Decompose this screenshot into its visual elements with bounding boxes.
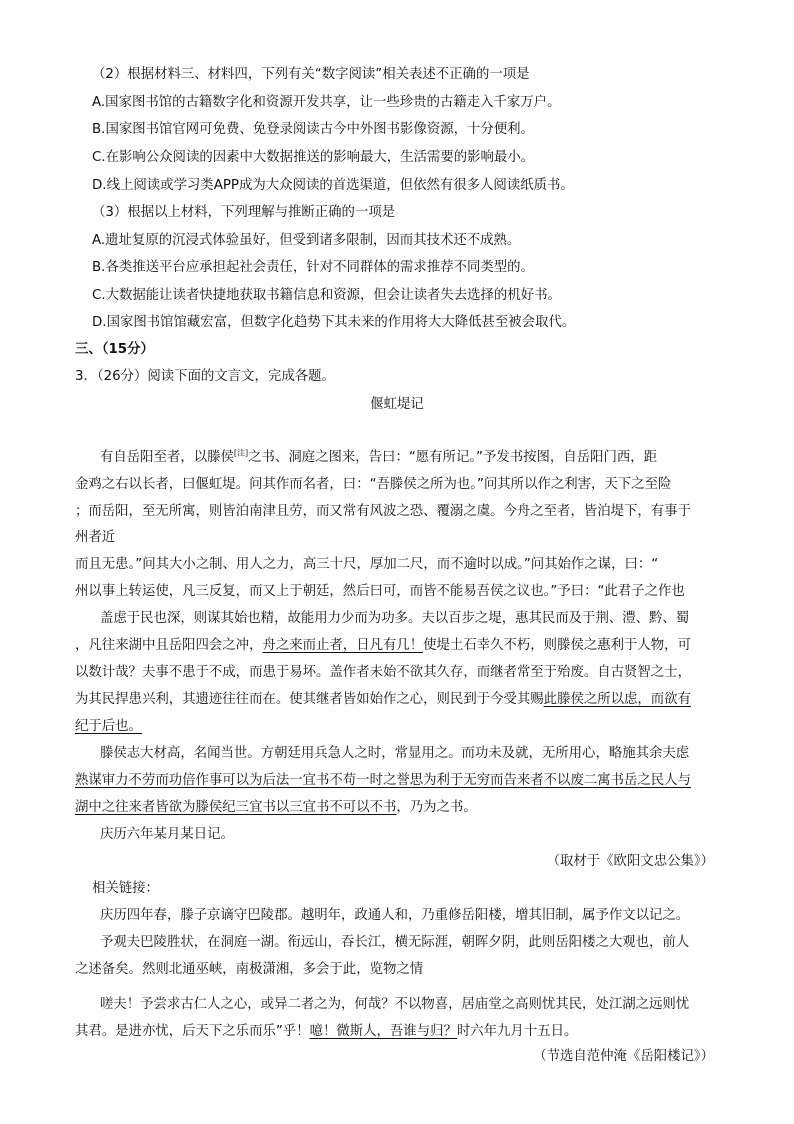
q2-option-c: C.在影响公众阅读的因素中大数据推送的影响最大，生活需要的影响最小。 (92, 150, 535, 165)
essay-p1-line: 州以事上转运使，凡三反复，而又上于朝廷，然后曰可，而皆不能易吾侯之议也。”予曰：“此君子之作也 (75, 584, 685, 599)
section-heading: 三、（15分） (75, 342, 154, 357)
essay-p1-line: 金鸡之右以长者，曰偃虹堤。问其作而名者，曰：“吾滕侯之所为也。”问其所以作之利害，天下之至险 (75, 477, 672, 492)
essay-p2-line: 以数计哉？夫事不患于不成，而患于易坏。盖作者未始不欲其久存，而继者常至于殆废。自古贤智之士， (75, 665, 691, 680)
underlined-sentence: 噫！微斯人，吾谁与归？ (309, 1024, 457, 1039)
essay-source: （取材于《欧阳文忠公集》） (546, 854, 714, 869)
essay-p2-line (75, 718, 142, 736)
underlined-sentence: 纪于后也。 (75, 719, 142, 734)
question-3-stem: 3．（26分）阅读下面的文言文，完成各题。 (75, 369, 335, 384)
q3-option-a: A.遗址复原的沉浸式体验虽好，但受到诸多限制，因而其技术还不成熟。 (92, 233, 521, 248)
essay-p1-line: 有自岳阳至者，以滕侯[注]之书、洞庭之图来，告曰：“愿有所记。”予发书按图，自岳阳门西，距 (100, 448, 658, 465)
essay-p3-line: 滕侯志大材高，名闻当世。方朝廷用兵急人之时，常显用之。而功未及就，无所用心，略施其余夫虑 (100, 746, 690, 761)
related-p3-line: 其君。是进亦忧，后天下之乐而乐”乎！噫！微斯人，吾谁与归？时六年九月十五日。 (75, 1024, 578, 1039)
q3-option-d: D.国家图书馆馆藏宏富，但数字化趋势下其未来的作用将大大降低甚至被会取代。 (92, 315, 576, 330)
underlined-sentence: 此滕侯之所以虑，而欲有 (543, 692, 691, 707)
related-p2-line: 予观夫巴陵胜状，在洞庭一湖。衔远山，吞长江，横无际涯，朝晖夕阴，此则岳阳楼之大观也，前人 (100, 935, 690, 950)
punctuation-exercise: 熟谋审力不劳而功倍作事可以为后法一宜书不苟一时之誉思为利于无穷而告来者不以废二寓书岳之民人与 (75, 773, 691, 788)
essay-p3-line (75, 772, 691, 790)
essay-p3-line: 湖中之往来者皆欲为滕侯纪三宜书以三宜书不可以不书，乃为之书。 (75, 800, 477, 815)
essay-date: 庆历六年某月某日记。 (100, 827, 234, 842)
punctuation-exercise: 湖中之往来者皆欲为滕侯纪三宜书以三宜书不可以不书 (75, 800, 397, 815)
q3-option-c: C.大数据能让读者快捷地获取书籍信息和资源，但会让读者失去选择的机好书。 (92, 288, 561, 303)
q3-stem: （3）根据以上材料，下列理解与推断正确的一项是 (92, 205, 396, 220)
related-p1: 庆历四年春，滕子京谪守巴陵郡。越明年，政通人和，乃重修岳阳楼，增其旧制，属予作文以记之。 (100, 908, 690, 923)
essay-p2-line: 盖虑于民也深，则谋其始也精，故能用力少而为功多。夫以百步之堤，惠其民而及于荆、澧、黔、蜀 (100, 611, 690, 626)
q2-option-b: B.国家图书馆官网可免费、免登录阅读古今中外图书影像资源，十分便利。 (92, 122, 534, 137)
related-p3-line: 嗟夫！予尝求古仁人之心，或异二者之为，何哉？不以物喜，居庙堂之高则忧其民，处江湖之远则忧 (100, 997, 690, 1012)
essay-p2-line: 为其民捍患兴利，其遗迹往往而在。使其继者皆如始作之心，则民到于今受其赐此滕侯之所以虑，而欲有 (75, 692, 691, 707)
essay-title: 偃虹堤记 (370, 397, 424, 412)
essay-p1-line: 而且无患。”问其大小之制、用人之力，高三十尺，厚加二尺，而不逾时以成。”问其始作之谋，曰：“ (75, 557, 659, 572)
essay-p1-line: ；而岳阳，至无所寓，则皆泊南津且劳，而又常有风波之恐、覆溺之虞。今舟之至者，皆泊堤下，有事于 (75, 504, 691, 519)
essay-p2-line: ，凡往来湖中且岳阳四会之冲，舟之来而止者，日凡有几！使堤土石幸久不朽，则滕侯之惠利于人物，可 (75, 638, 691, 653)
related-heading: 相关链接： (92, 881, 159, 896)
note-marker: [注] (233, 448, 249, 458)
related-p2-line: 之述备矣。然则北通巫峡，南极潇湘，多会于此，览物之情 (75, 962, 424, 977)
q3-option-b: B.各类推送平台应承担起社会责任，针对不同群体的需求推荐不同类型的。 (92, 260, 534, 275)
underlined-sentence: 舟之来而止者，日凡有几！ (262, 638, 424, 653)
q2-option-a: A.国家图书馆的古籍数字化和资源开发共享，让一些珍贵的古籍走入千家万户。 (92, 95, 561, 110)
q2-option-d: D.线上阅读或学习类APP成为大众阅读的首选渠道，但依然有很多人阅读纸质书。 (92, 178, 574, 193)
essay-p1-line: 州者近 (75, 530, 116, 545)
q2-stem: （2）根据材料三、材料四，下列有关“数字阅读”相关表述不正确的一项是 (92, 67, 530, 82)
related-source: （节选自范仲淹《岳阳楼记》） (533, 1049, 714, 1064)
